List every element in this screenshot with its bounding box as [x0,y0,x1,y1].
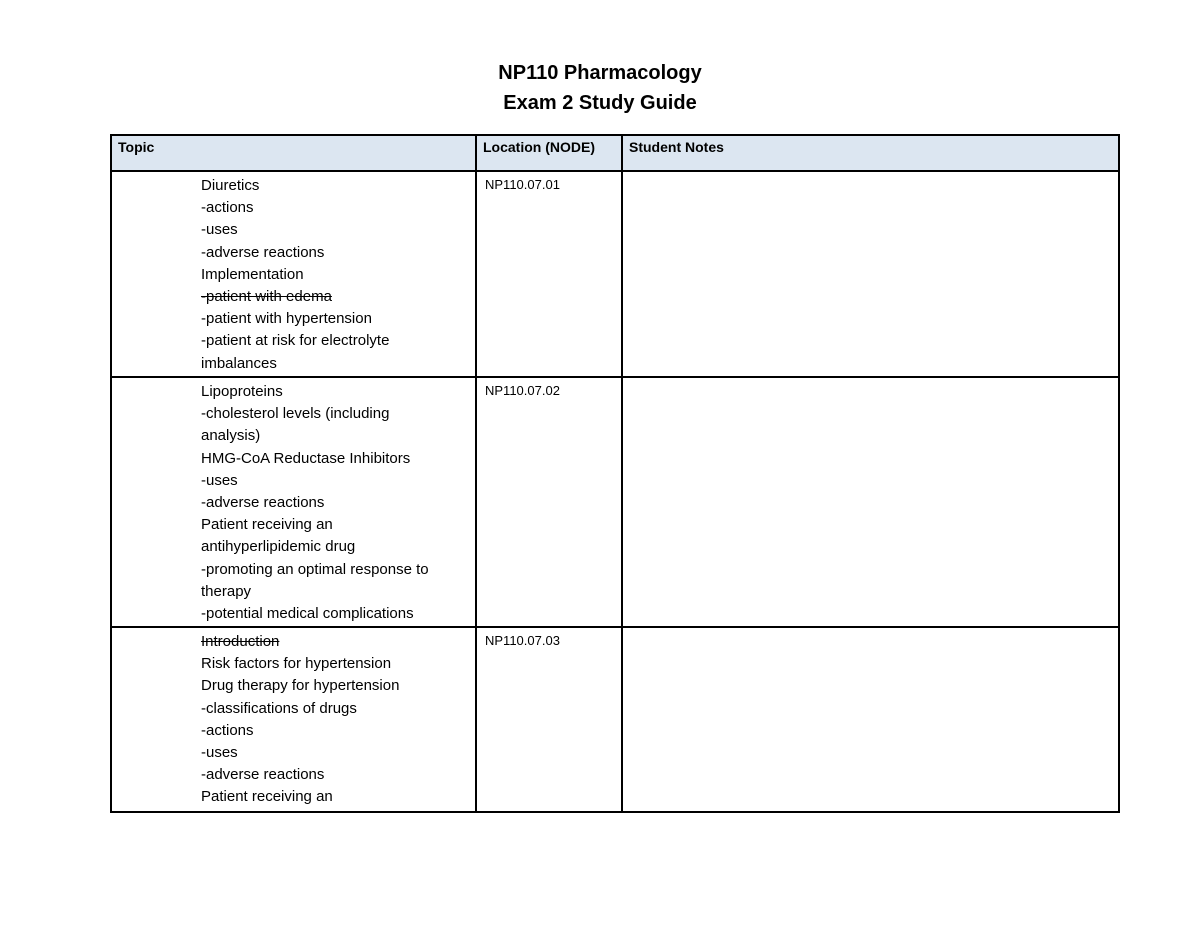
topic-line: Patient receiving an [201,788,333,806]
topic-line: -uses [201,744,238,762]
topic-cell [111,377,476,627]
header-student-notes: Student Notes [622,135,1119,171]
topic-line: -adverse reactions [201,494,325,512]
header-location: Location (NODE) [476,135,622,171]
student-notes-cell[interactable] [622,171,1119,377]
header-topic: Topic [111,135,476,171]
document-subtitle: Exam 2 Study Guide [503,92,697,114]
topic-line: imbalances [201,354,277,372]
topic-line: -potential medical complications [201,605,414,623]
student-notes-cell[interactable] [622,627,1119,812]
location-cell: NP110.07.01 [476,171,622,377]
topic-line: -patient at risk for electrolyte [201,332,390,350]
table-header-row [111,135,1119,171]
topic-line: -actions [201,721,254,739]
location-cell: NP110.07.03 [476,627,622,812]
location-cell: NP110.07.02 [476,377,622,627]
topic-line: -patient with hypertension [201,310,372,328]
topic-line: antihyperlipidemic drug [201,538,356,556]
topic-line: HMG-CoA Reductase Inhibitors [201,449,411,467]
topic-line: -classifications of drugs [201,699,357,717]
topic-line: analysis) [201,427,261,445]
topic-line: -cholesterol levels (including [201,405,390,423]
topic-line: -actions [201,199,254,217]
topic-line: Risk factors for hypertension [201,655,392,673]
topic-line: -uses [201,221,238,239]
topic-cell [111,627,476,812]
table-row [111,377,1119,627]
topic-line: Drug therapy for hypertension [201,677,400,695]
document-title-block [0,58,1200,118]
topic-line: Lipoproteins [201,383,283,400]
topic-line: -patient with edema [201,288,332,306]
topic-line: Patient receiving an [201,516,333,534]
topic-line: therapy [201,582,252,600]
topic-cell [111,171,476,377]
topic-line: Diuretics [201,177,260,194]
topic-line: -adverse reactions [201,243,325,261]
topic-line: -uses [201,471,238,489]
table-row [111,627,1119,812]
topic-line: -promoting an optimal response to [201,560,429,578]
study-guide-table [110,134,1120,813]
document-title: NP110 Pharmacology [498,62,702,84]
topic-line: Implementation [201,265,304,283]
student-notes-cell[interactable] [622,377,1119,627]
topic-line: Introduction [201,633,280,650]
topic-line: -adverse reactions [201,766,325,784]
table-row [111,171,1119,377]
